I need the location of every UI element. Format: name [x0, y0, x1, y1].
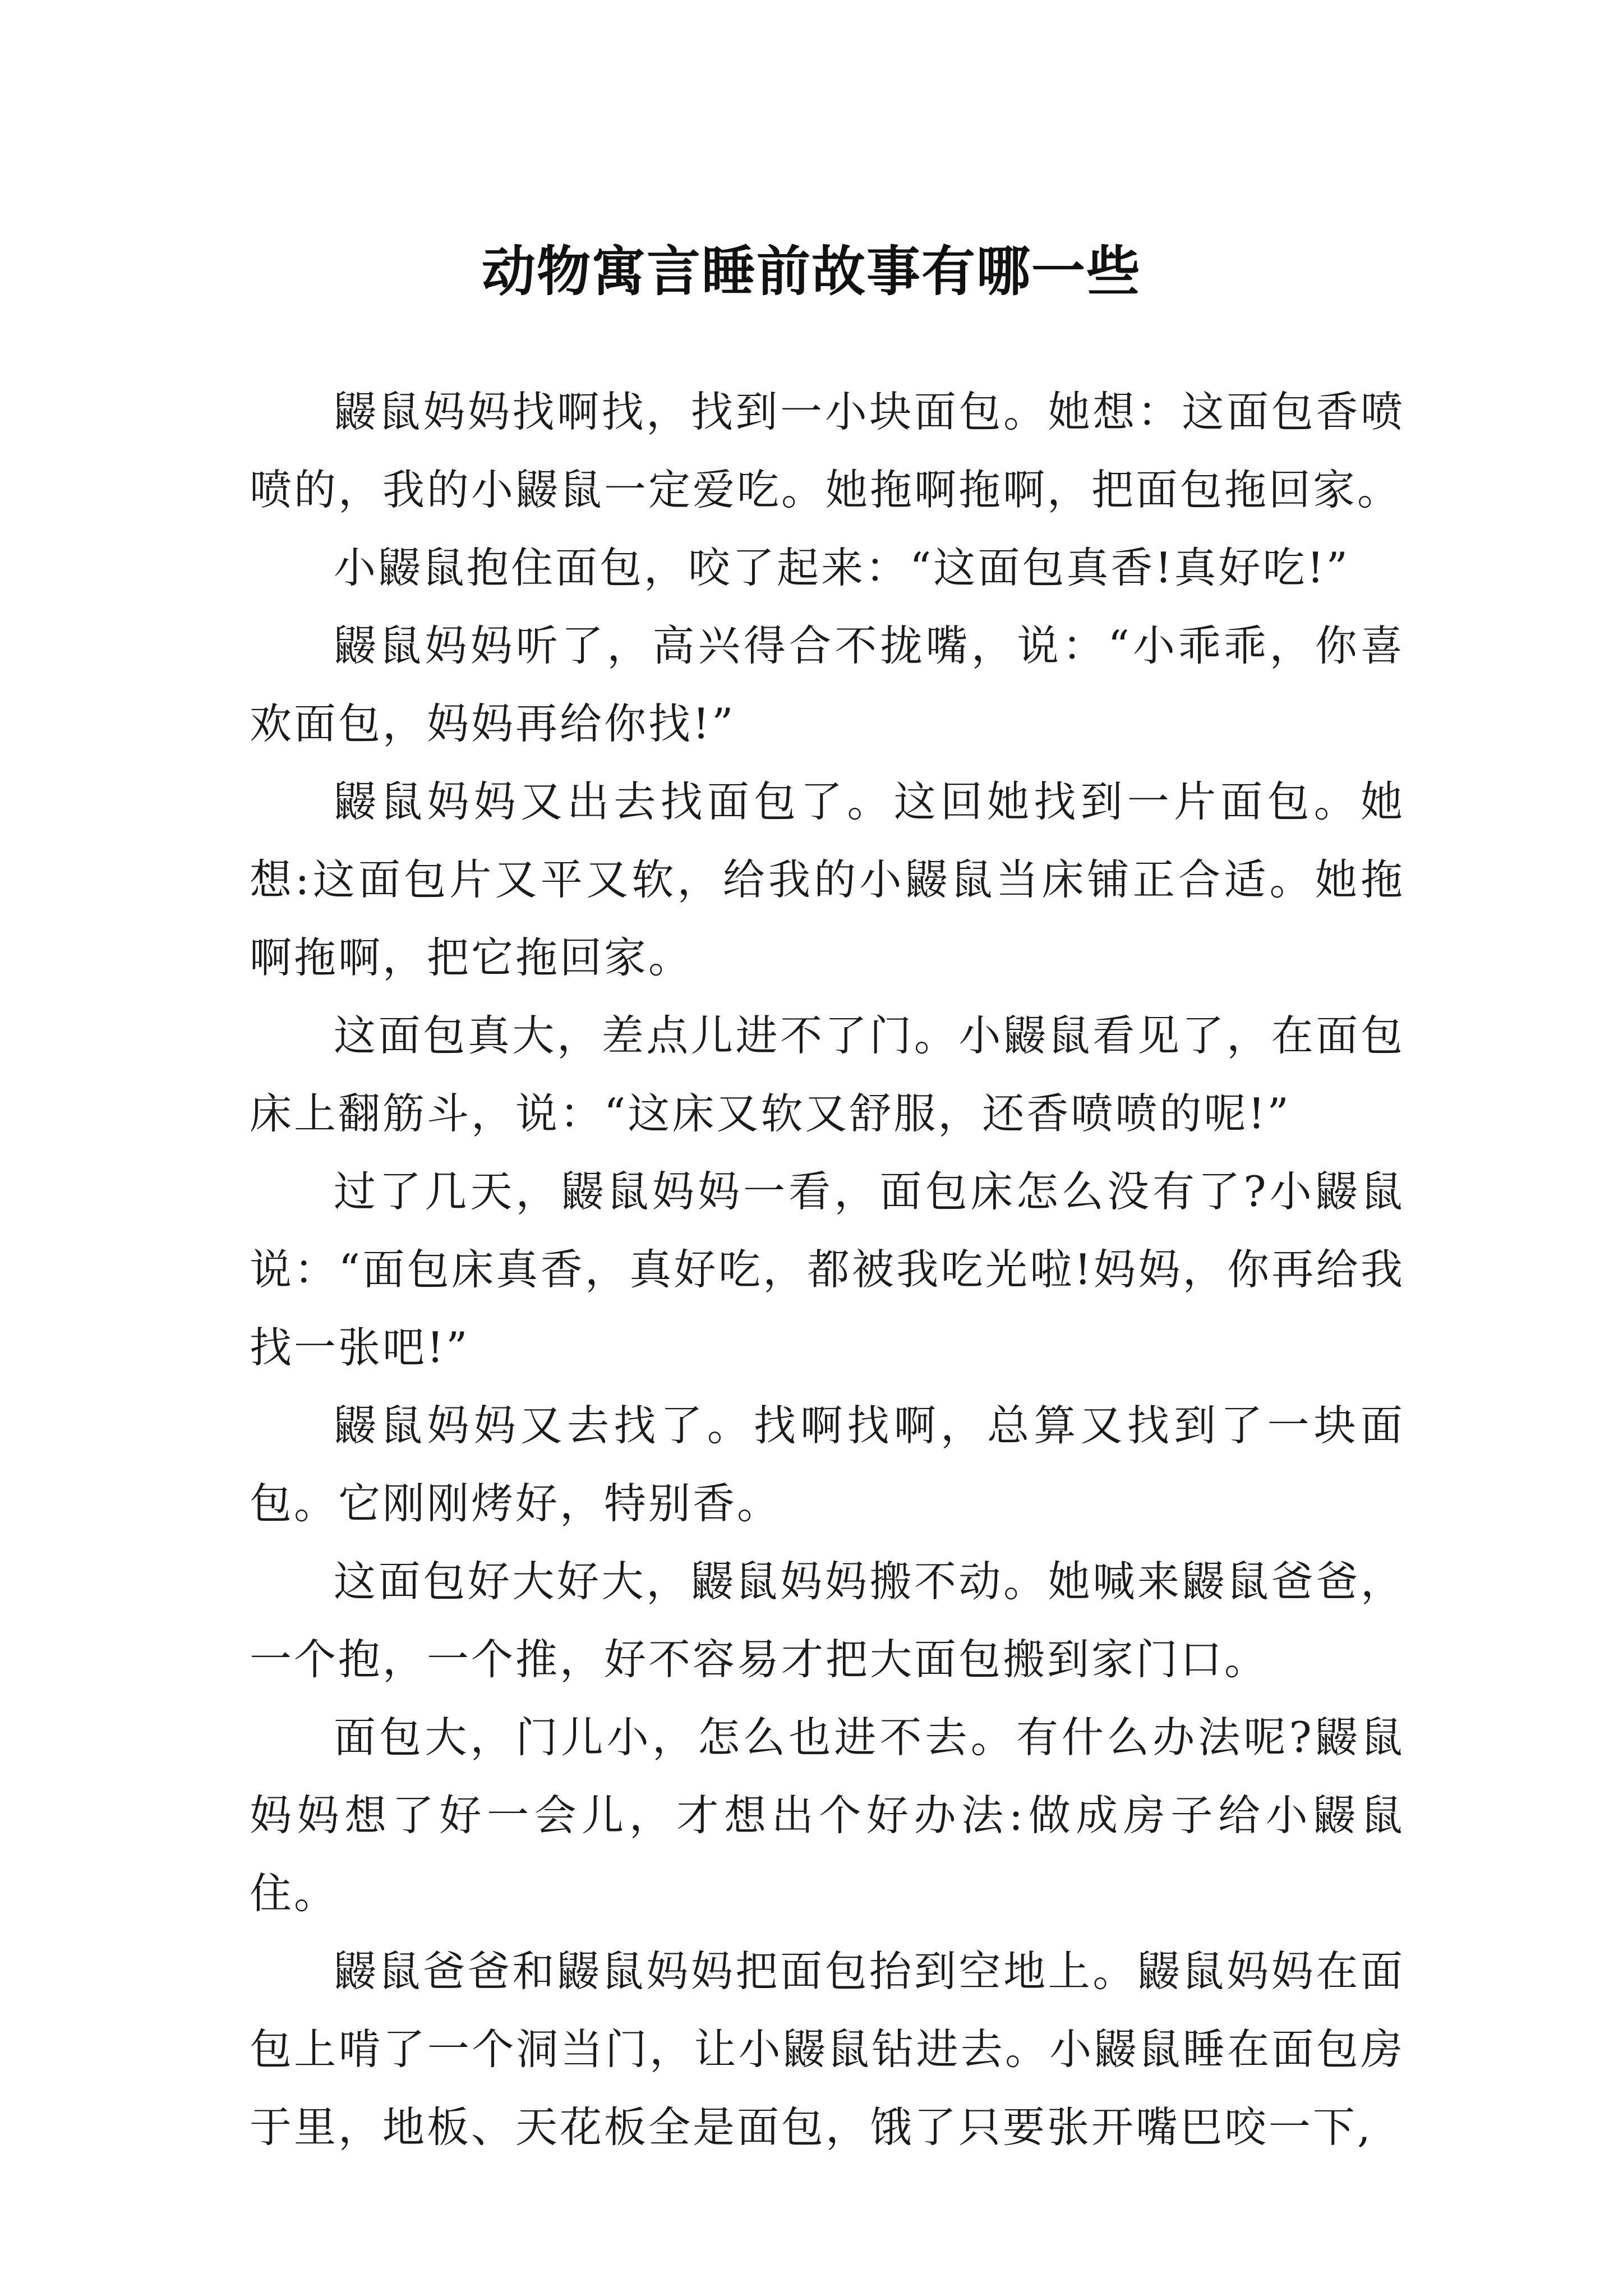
paragraph: 鼹鼠妈妈听了，高兴得合不拢嘴，说：“小乖乖，你喜欢面包，妈妈再给你找!”: [250, 621, 1405, 748]
paragraph: 面包大，门儿小，怎么也进不去。有什么办法呢?鼹鼠妈妈想了好一会儿，才想出个好办法:做成房子给小鼹鼠住。: [250, 1713, 1405, 1918]
paragraph: 这面包真大，差点儿进不了门。小鼹鼠看见了，在面包床上翻筋斗，说：“这床又软又舒服，还香喷喷的呢!”: [250, 1011, 1405, 1138]
document-title: 动物寓言睡前故事有哪一些: [482, 240, 1141, 303]
paragraph: 鼹鼠妈妈又出去找面包了。这回她找到一片面包。她想:这面包片又平又软，给我的小鼹鼠当床铺正合适。她拖啊拖啊，把它拖回家。: [250, 777, 1405, 982]
paragraph: 过了几天，鼹鼠妈妈一看，面包床怎么没有了?小鼹鼠说：“面包床真香，真好吃，都被我吃光啦!妈妈，你再给我找一张吧!”: [250, 1167, 1405, 1372]
document-body: [250, 373, 1405, 2166]
paragraph: 鼹鼠妈妈找啊找，找到一小块面包。她想：这面包香喷喷的，我的小鼹鼠一定爱吃。她拖啊拖啊，把面包拖回家。: [250, 387, 1405, 514]
paragraph: 小鼹鼠抱住面包，咬了起来：“这面包真香!真好吃!”: [334, 543, 1350, 592]
paragraph: 鼹鼠妈妈又去找了。找啊找啊，总算又找到了一块面包。它刚刚烤好，特别香。: [250, 1401, 1405, 1528]
paragraph: 鼹鼠爸爸和鼹鼠妈妈把面包抬到空地上。鼹鼠妈妈在面包上啃了一个洞当门，让小鼹鼠钻进去。小鼹鼠睡在面包房于里，地板、天花板全是面包，饿了只要张开嘴巴咬一下,: [250, 1947, 1405, 2152]
paragraph: 这面包好大好大，鼹鼠妈妈搬不动。她喊来鼹鼠爸爸，一个抱，一个推，好不容易才把大面包搬到家门口。: [250, 1557, 1405, 1684]
